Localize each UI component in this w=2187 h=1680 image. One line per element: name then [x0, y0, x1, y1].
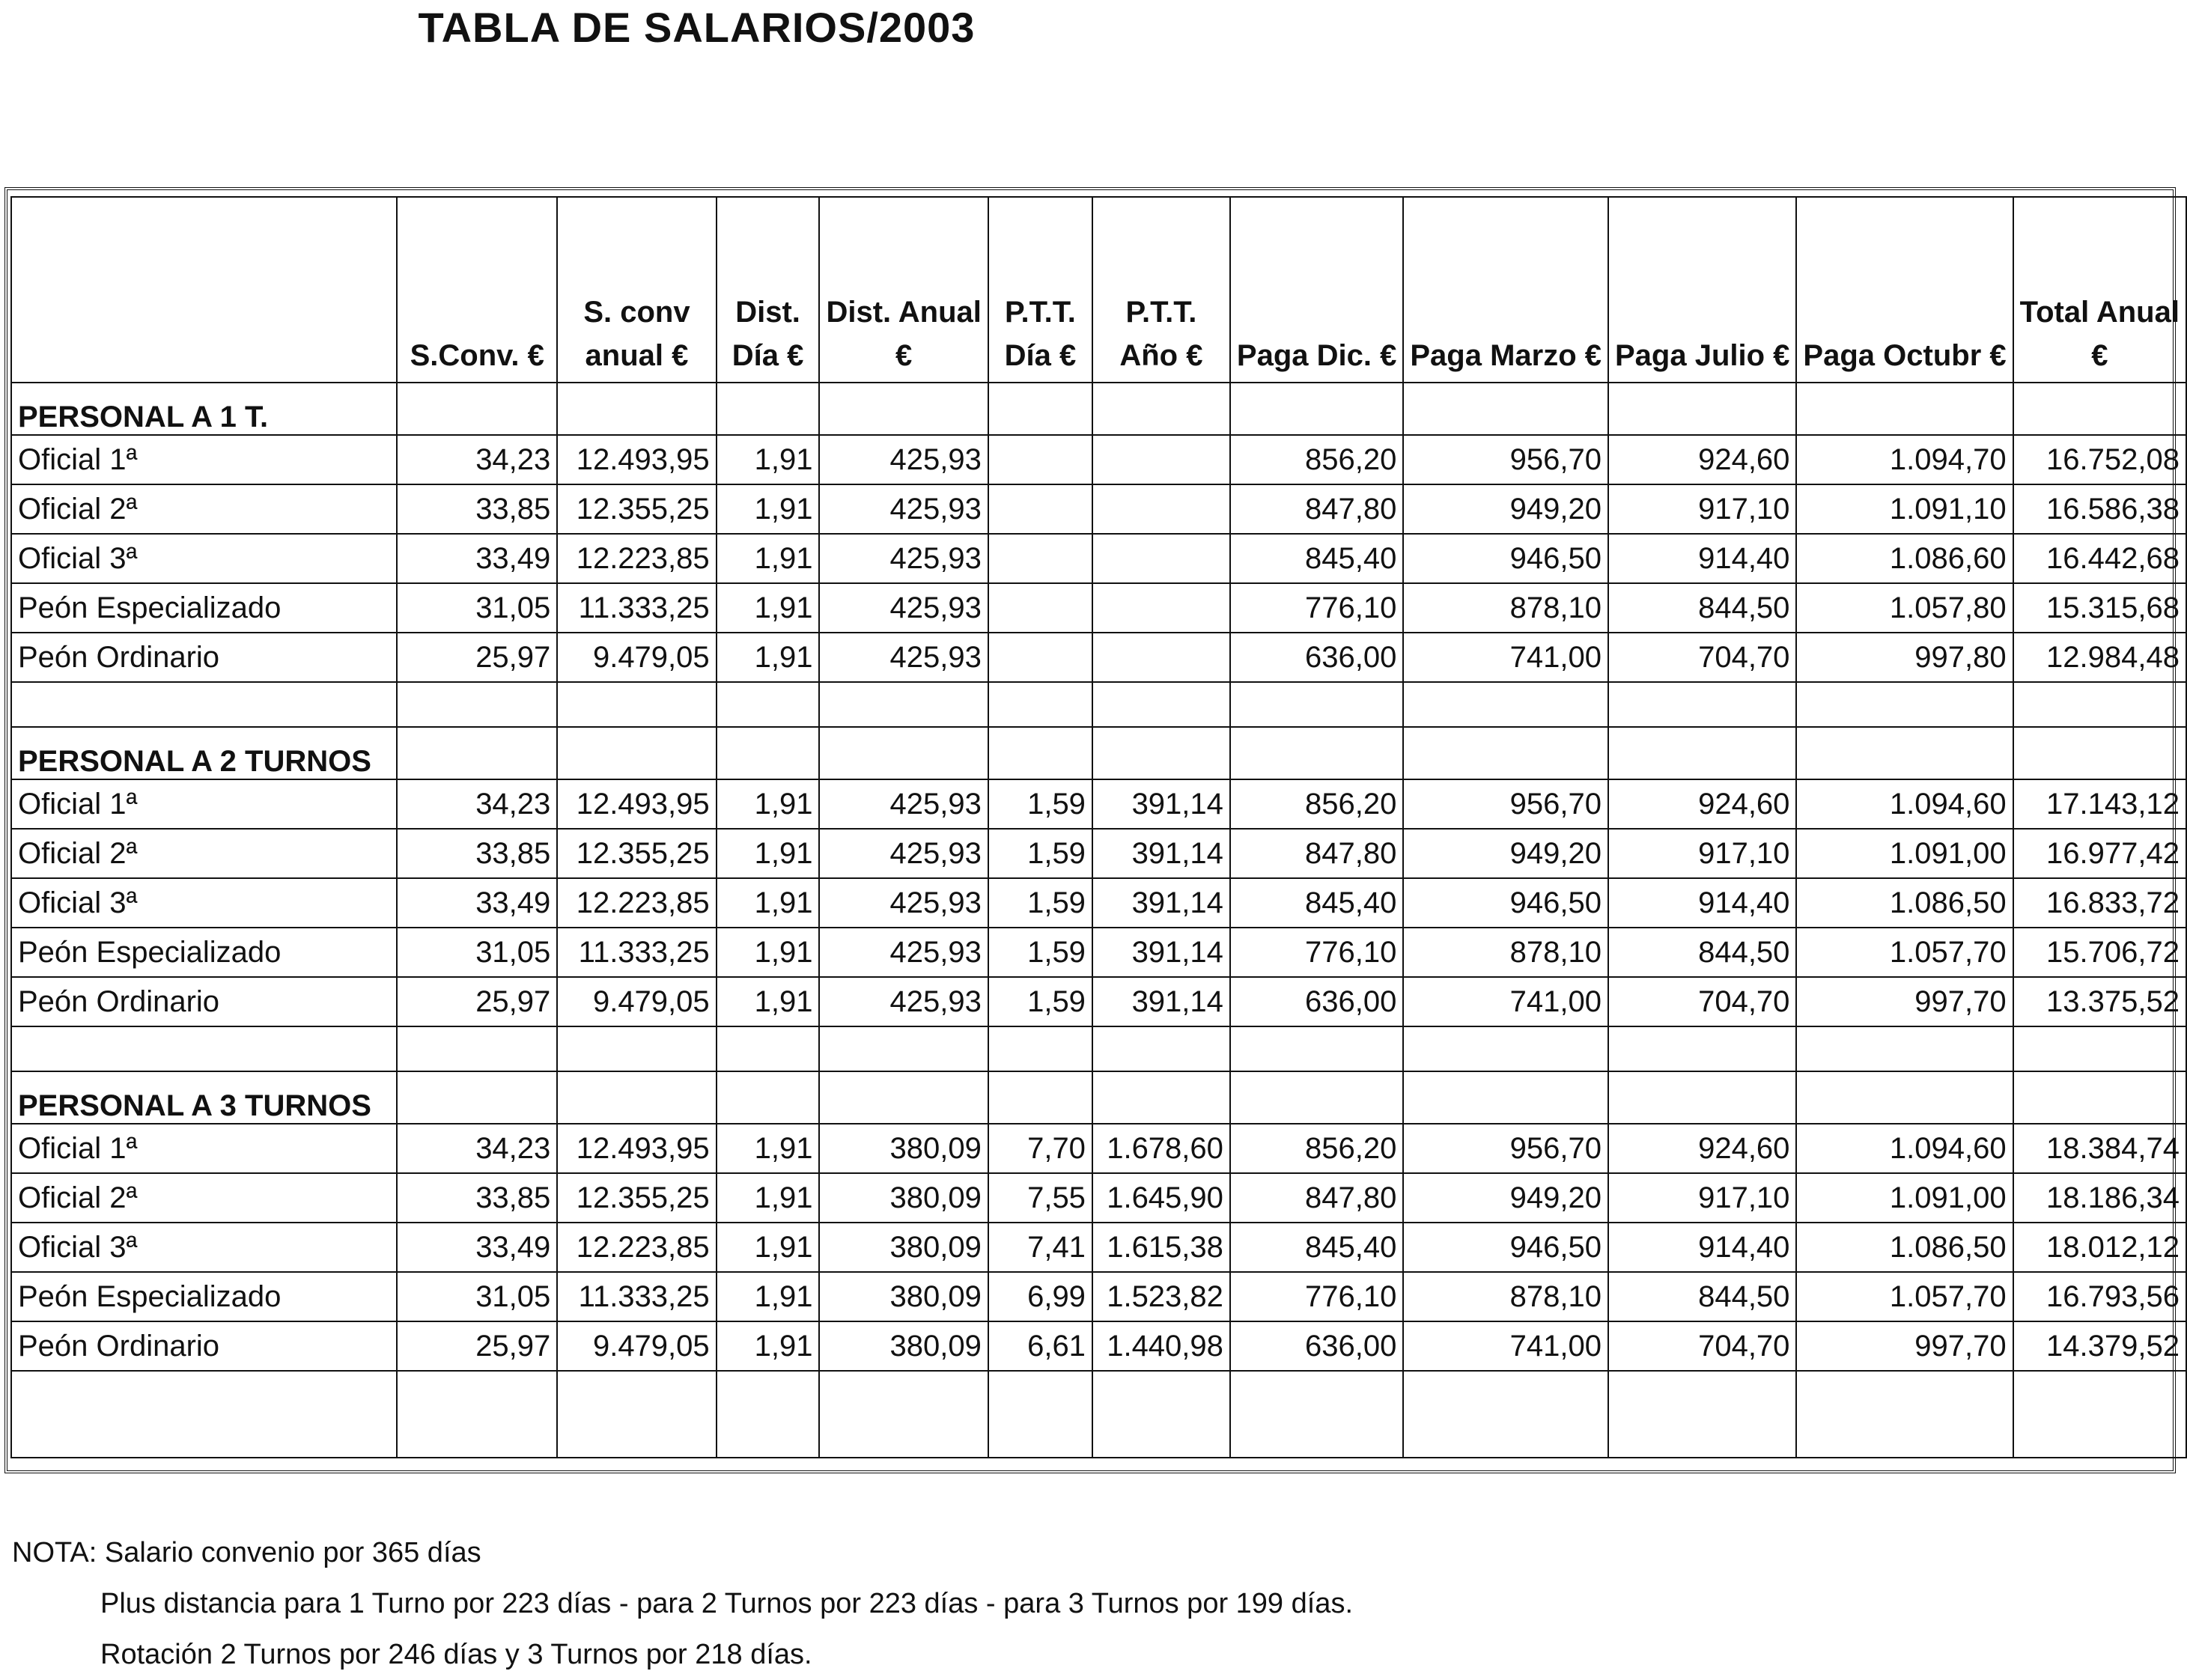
table-cell: 856,20 [1230, 435, 1403, 484]
table-cell: 636,00 [1230, 633, 1403, 682]
table-cell: 425,93 [819, 977, 988, 1026]
table-cell: 1.094,70 [1796, 435, 2013, 484]
table-cell: 1.086,50 [1796, 1223, 2013, 1272]
table-cell: 11.333,25 [557, 928, 716, 977]
table-cell: 924,60 [1608, 1124, 1796, 1173]
table-cell: 33,85 [397, 1173, 557, 1223]
empty-cell [2013, 1026, 2186, 1071]
table-cell: 14.379,52 [2013, 1321, 2186, 1371]
empty-cell [717, 1371, 820, 1458]
table-cell: 12.493,95 [557, 435, 716, 484]
table-cell: 16.442,68 [2013, 534, 2186, 583]
table-row [11, 928, 2186, 977]
empty-cell [717, 383, 820, 435]
empty-cell [1230, 1026, 1403, 1071]
table-cell: 380,09 [819, 1124, 988, 1173]
empty-cell [819, 383, 988, 435]
table-row [11, 534, 2186, 583]
section-header-row [11, 1071, 2186, 1124]
table-cell: 946,50 [1403, 534, 1608, 583]
row-label: Peón Ordinario [11, 1321, 397, 1371]
table-row [11, 1321, 2186, 1371]
table-cell: 425,93 [819, 583, 988, 633]
table-cell: 33,85 [397, 484, 557, 534]
table-cell: 391,14 [1092, 779, 1230, 829]
empty-cell [1230, 682, 1403, 727]
empty-cell [1230, 1371, 1403, 1458]
table-cell: 776,10 [1230, 1272, 1403, 1321]
note-line: Plus distancia para 1 Turno por 223 días - para 2 Turnos por 223 días - para 3 Turnos por 199 días. [100, 1588, 1354, 1619]
table-cell: 391,14 [1092, 977, 1230, 1026]
empty-cell [1092, 383, 1230, 435]
table-cell: 16.793,56 [2013, 1272, 2186, 1321]
table-cell: 878,10 [1403, 928, 1608, 977]
empty-cell [1403, 727, 1608, 779]
table-cell: 391,14 [1092, 928, 1230, 977]
table-cell: 914,40 [1608, 534, 1796, 583]
empty-cell [11, 682, 397, 727]
table-cell: 1.086,60 [1796, 534, 2013, 583]
table-cell: 956,70 [1403, 779, 1608, 829]
table-cell: 18.186,34 [2013, 1173, 2186, 1223]
table-cell: 924,60 [1608, 435, 1796, 484]
table-cell: 1,91 [717, 779, 820, 829]
header-cell-category [11, 197, 397, 383]
table-cell: 1,91 [717, 829, 820, 878]
table-row [11, 977, 2186, 1026]
empty-cell [557, 1026, 716, 1071]
empty-cell [1796, 727, 2013, 779]
header-cell-paga-julio: Paga Julio € [1608, 197, 1796, 383]
table-cell: 1.091,10 [1796, 484, 2013, 534]
table-cell: 704,70 [1608, 1321, 1796, 1371]
table-cell: 1,91 [717, 435, 820, 484]
empty-cell [717, 682, 820, 727]
table-cell: 12.493,95 [557, 1124, 716, 1173]
empty-cell [2013, 682, 2186, 727]
empty-cell [988, 1026, 1092, 1071]
table-cell: 997,80 [1796, 633, 2013, 682]
notes [12, 1527, 1353, 1680]
empty-cell [2013, 1371, 2186, 1458]
table-cell: 9.479,05 [557, 1321, 716, 1371]
empty-cell [1608, 1026, 1796, 1071]
table-cell: 847,80 [1230, 1173, 1403, 1223]
empty-cell [397, 383, 557, 435]
table-cell: 33,49 [397, 1223, 557, 1272]
row-label: Oficial 3ª [11, 1223, 397, 1272]
table-cell: 1,91 [717, 1321, 820, 1371]
table-cell: 380,09 [819, 1272, 988, 1321]
table-cell: 12.984,48 [2013, 633, 2186, 682]
table-cell: 844,50 [1608, 928, 1796, 977]
section-header-row [11, 727, 2186, 779]
section-header-row [11, 383, 2186, 435]
empty-cell [11, 1026, 397, 1071]
table-cell: 1.057,70 [1796, 1272, 2013, 1321]
empty-cell [397, 1071, 557, 1124]
header-cell-s-conv-anual: S. conv anual € [557, 197, 716, 383]
empty-cell [819, 682, 988, 727]
table-cell: 1.091,00 [1796, 1173, 2013, 1223]
footer-row [11, 1371, 2186, 1458]
table-cell: 12.223,85 [557, 534, 716, 583]
table-cell: 956,70 [1403, 1124, 1608, 1173]
empty-cell [1608, 383, 1796, 435]
table-cell: 1,91 [717, 633, 820, 682]
table-cell: 1.523,82 [1092, 1272, 1230, 1321]
header-cell-paga-dic: Paga Dic. € [1230, 197, 1403, 383]
table-cell: 1,91 [717, 534, 820, 583]
table-cell: 18.384,74 [2013, 1124, 2186, 1173]
empty-cell [819, 1026, 988, 1071]
table-cell: 1,91 [717, 928, 820, 977]
table-cell: 1.678,60 [1092, 1124, 1230, 1173]
table-cell: 741,00 [1403, 633, 1608, 682]
table-cell: 425,93 [819, 484, 988, 534]
page-title: TABLA DE SALARIOS/2003 [418, 4, 976, 51]
row-label: Oficial 1ª [11, 779, 397, 829]
table-cell: 847,80 [1230, 484, 1403, 534]
table-cell [988, 484, 1092, 534]
table-cell: 878,10 [1403, 583, 1608, 633]
header-cell-dist-dia: Dist. Día € [717, 197, 820, 383]
empty-cell [1608, 682, 1796, 727]
row-label: Oficial 3ª [11, 878, 397, 928]
table-cell: 856,20 [1230, 779, 1403, 829]
table-cell: 1.440,98 [1092, 1321, 1230, 1371]
table-cell: 391,14 [1092, 829, 1230, 878]
row-label: Peón Especializado [11, 928, 397, 977]
empty-cell [988, 727, 1092, 779]
table-cell: 15.706,72 [2013, 928, 2186, 977]
table-cell: 6,99 [988, 1272, 1092, 1321]
empty-cell [1092, 1026, 1230, 1071]
table-cell: 924,60 [1608, 779, 1796, 829]
table-cell: 12.223,85 [557, 878, 716, 928]
empty-cell [1092, 1371, 1230, 1458]
empty-cell [717, 1071, 820, 1124]
table-cell [988, 583, 1092, 633]
header-cell-paga-octubre: Paga Octubr € [1796, 197, 2013, 383]
empty-cell [1796, 1026, 2013, 1071]
row-label: Oficial 1ª [11, 1124, 397, 1173]
table-cell [988, 435, 1092, 484]
header-cell-s-conv: S.Conv. € [397, 197, 557, 383]
table-cell: 845,40 [1230, 878, 1403, 928]
empty-cell [1092, 1071, 1230, 1124]
table-cell: 1,59 [988, 829, 1092, 878]
table-cell: 997,70 [1796, 1321, 2013, 1371]
section-title: PERSONAL A 1 T. [11, 383, 397, 435]
table-cell: 856,20 [1230, 1124, 1403, 1173]
table-cell: 17.143,12 [2013, 779, 2186, 829]
table-cell: 949,20 [1403, 829, 1608, 878]
table-cell: 16.586,38 [2013, 484, 2186, 534]
table-cell: 776,10 [1230, 583, 1403, 633]
section-title: PERSONAL A 3 TURNOS [11, 1071, 397, 1124]
table-cell: 7,55 [988, 1173, 1092, 1223]
table-cell: 844,50 [1608, 1272, 1796, 1321]
table-cell: 704,70 [1608, 633, 1796, 682]
row-label: Oficial 1ª [11, 435, 397, 484]
empty-cell [988, 383, 1092, 435]
table-cell: 25,97 [397, 1321, 557, 1371]
table-cell [1092, 534, 1230, 583]
empty-cell [397, 727, 557, 779]
table-cell: 776,10 [1230, 928, 1403, 977]
row-label: Peón Especializado [11, 583, 397, 633]
table-body [11, 383, 2186, 1458]
empty-cell [819, 727, 988, 779]
empty-cell [397, 1026, 557, 1071]
empty-cell [988, 682, 1092, 727]
table-cell: 11.333,25 [557, 583, 716, 633]
empty-cell [2013, 727, 2186, 779]
header-cell-total-anual: Total Anual € [2013, 197, 2186, 383]
header-row [11, 197, 2186, 383]
table-cell: 34,23 [397, 435, 557, 484]
table-cell: 9.479,05 [557, 633, 716, 682]
table-row [11, 779, 2186, 829]
empty-cell [717, 1026, 820, 1071]
table-cell [1092, 484, 1230, 534]
table-row [11, 878, 2186, 928]
table-cell: 7,41 [988, 1223, 1092, 1272]
empty-cell [2013, 383, 2186, 435]
table-cell: 1,59 [988, 779, 1092, 829]
table-cell: 949,20 [1403, 1173, 1608, 1223]
table-cell: 1.645,90 [1092, 1173, 1230, 1223]
table-cell: 845,40 [1230, 1223, 1403, 1272]
table-cell [1092, 435, 1230, 484]
empty-cell [1092, 682, 1230, 727]
table-cell: 9.479,05 [557, 977, 716, 1026]
table-cell: 18.012,12 [2013, 1223, 2186, 1272]
table-cell: 33,85 [397, 829, 557, 878]
table-cell: 1,91 [717, 583, 820, 633]
empty-cell [717, 727, 820, 779]
empty-cell [988, 1371, 1092, 1458]
row-label: Peón Especializado [11, 1272, 397, 1321]
table-row [11, 1124, 2186, 1173]
header-cell-dist-anual: Dist. Anual € [819, 197, 988, 383]
note-line: Rotación 2 Turnos por 246 días y 3 Turnos por 218 días. [100, 1639, 812, 1670]
table-cell: 425,93 [819, 928, 988, 977]
empty-cell [397, 1371, 557, 1458]
table-cell: 12.223,85 [557, 1223, 716, 1272]
empty-cell [557, 383, 716, 435]
empty-cell [1608, 1371, 1796, 1458]
empty-cell [1403, 1026, 1608, 1071]
table-cell [1092, 583, 1230, 633]
row-label: Peón Ordinario [11, 977, 397, 1026]
table-cell: 16.833,72 [2013, 878, 2186, 928]
table-cell: 946,50 [1403, 1223, 1608, 1272]
empty-cell [397, 682, 557, 727]
empty-cell [1608, 727, 1796, 779]
table-cell: 636,00 [1230, 1321, 1403, 1371]
empty-cell [2013, 1071, 2186, 1124]
table-cell: 741,00 [1403, 977, 1608, 1026]
table-cell: 34,23 [397, 779, 557, 829]
row-label: Oficial 2ª [11, 484, 397, 534]
table-cell: 1.057,70 [1796, 928, 2013, 977]
table-cell: 997,70 [1796, 977, 2013, 1026]
header-cell-ptt-dia: P.T.T. Día € [988, 197, 1092, 383]
table-cell: 11.333,25 [557, 1272, 716, 1321]
table-cell: 12.355,25 [557, 1173, 716, 1223]
table-cell: 917,10 [1608, 484, 1796, 534]
empty-cell [819, 1071, 988, 1124]
salary-table [10, 196, 2187, 1458]
table-cell: 1.086,50 [1796, 878, 2013, 928]
table-cell: 917,10 [1608, 829, 1796, 878]
table-cell: 1,91 [717, 977, 820, 1026]
table-cell: 34,23 [397, 1124, 557, 1173]
table-cell: 380,09 [819, 1173, 988, 1223]
row-label: Oficial 3ª [11, 534, 397, 583]
table-cell: 425,93 [819, 779, 988, 829]
empty-cell [1403, 1071, 1608, 1124]
table-cell: 12.355,25 [557, 484, 716, 534]
table-cell: 25,97 [397, 977, 557, 1026]
spacer-row [11, 1026, 2186, 1071]
table-cell: 741,00 [1403, 1321, 1608, 1371]
table-cell: 425,93 [819, 435, 988, 484]
table-cell: 946,50 [1403, 878, 1608, 928]
table-cell: 33,49 [397, 878, 557, 928]
table-row [11, 435, 2186, 484]
table-cell: 914,40 [1608, 1223, 1796, 1272]
table-cell: 12.493,95 [557, 779, 716, 829]
table-cell: 844,50 [1608, 583, 1796, 633]
table-cell [988, 633, 1092, 682]
table-cell: 1,91 [717, 484, 820, 534]
empty-cell [1796, 1071, 2013, 1124]
table-cell: 425,93 [819, 633, 988, 682]
table-cell: 12.355,25 [557, 829, 716, 878]
table-cell: 1.615,38 [1092, 1223, 1230, 1272]
table-row [11, 1173, 2186, 1223]
table-cell: 949,20 [1403, 484, 1608, 534]
empty-cell [1608, 1071, 1796, 1124]
table-cell: 33,49 [397, 534, 557, 583]
table-cell: 1,91 [717, 1124, 820, 1173]
table-cell: 845,40 [1230, 534, 1403, 583]
section-title: PERSONAL A 2 TURNOS [11, 727, 397, 779]
table-cell: 1.057,80 [1796, 583, 2013, 633]
table-row [11, 633, 2186, 682]
empty-cell [1230, 1071, 1403, 1124]
table-cell: 15.315,68 [2013, 583, 2186, 633]
table-cell: 380,09 [819, 1223, 988, 1272]
table-cell: 31,05 [397, 928, 557, 977]
empty-cell [1403, 1371, 1608, 1458]
table-cell: 1.094,60 [1796, 779, 2013, 829]
table-cell: 31,05 [397, 583, 557, 633]
table-row [11, 829, 2186, 878]
table-cell: 1.094,60 [1796, 1124, 2013, 1173]
table-cell: 1,91 [717, 1173, 820, 1223]
table-cell: 1,59 [988, 928, 1092, 977]
empty-cell [988, 1071, 1092, 1124]
table-row [11, 1223, 2186, 1272]
row-label: Oficial 2ª [11, 1173, 397, 1223]
table-cell: 391,14 [1092, 878, 1230, 928]
table-cell: 25,97 [397, 633, 557, 682]
table-cell: 878,10 [1403, 1272, 1608, 1321]
empty-cell [1796, 383, 2013, 435]
empty-cell [557, 1371, 716, 1458]
table-cell: 917,10 [1608, 1173, 1796, 1223]
table-cell: 1,91 [717, 878, 820, 928]
table-cell: 425,93 [819, 829, 988, 878]
empty-cell [819, 1371, 988, 1458]
table-cell: 704,70 [1608, 977, 1796, 1026]
table-cell: 380,09 [819, 1321, 988, 1371]
empty-cell [557, 1071, 716, 1124]
note-line: NOTA: Salario convenio por 365 días [12, 1537, 481, 1568]
table-row [11, 484, 2186, 534]
empty-cell [11, 1371, 397, 1458]
table-cell: 914,40 [1608, 878, 1796, 928]
table-cell: 16.977,42 [2013, 829, 2186, 878]
empty-cell [1092, 727, 1230, 779]
header-cell-paga-marzo: Paga Marzo € [1403, 197, 1608, 383]
row-label: Oficial 2ª [11, 829, 397, 878]
table-cell: 847,80 [1230, 829, 1403, 878]
table-cell: 1,59 [988, 977, 1092, 1026]
table-cell: 425,93 [819, 534, 988, 583]
table-cell: 6,61 [988, 1321, 1092, 1371]
header-cell-ptt-ano: P.T.T. Año € [1092, 197, 1230, 383]
empty-cell [557, 682, 716, 727]
table-cell: 1,59 [988, 878, 1092, 928]
row-label: Peón Ordinario [11, 633, 397, 682]
table-cell [1092, 633, 1230, 682]
table-cell: 31,05 [397, 1272, 557, 1321]
empty-cell [1403, 383, 1608, 435]
table-cell: 1,91 [717, 1223, 820, 1272]
table-cell: 1,91 [717, 1272, 820, 1321]
empty-cell [1796, 682, 2013, 727]
empty-cell [1403, 682, 1608, 727]
table-cell: 1.091,00 [1796, 829, 2013, 878]
empty-cell [1230, 727, 1403, 779]
spacer-row [11, 682, 2186, 727]
empty-cell [1796, 1371, 2013, 1458]
empty-cell [557, 727, 716, 779]
table-cell: 7,70 [988, 1124, 1092, 1173]
table-cell: 956,70 [1403, 435, 1608, 484]
table-row [11, 1272, 2186, 1321]
table-cell: 16.752,08 [2013, 435, 2186, 484]
empty-cell [1230, 383, 1403, 435]
table-cell: 425,93 [819, 878, 988, 928]
table-cell: 13.375,52 [2013, 977, 2186, 1026]
table-cell [988, 534, 1092, 583]
table-row [11, 583, 2186, 633]
table-cell: 636,00 [1230, 977, 1403, 1026]
